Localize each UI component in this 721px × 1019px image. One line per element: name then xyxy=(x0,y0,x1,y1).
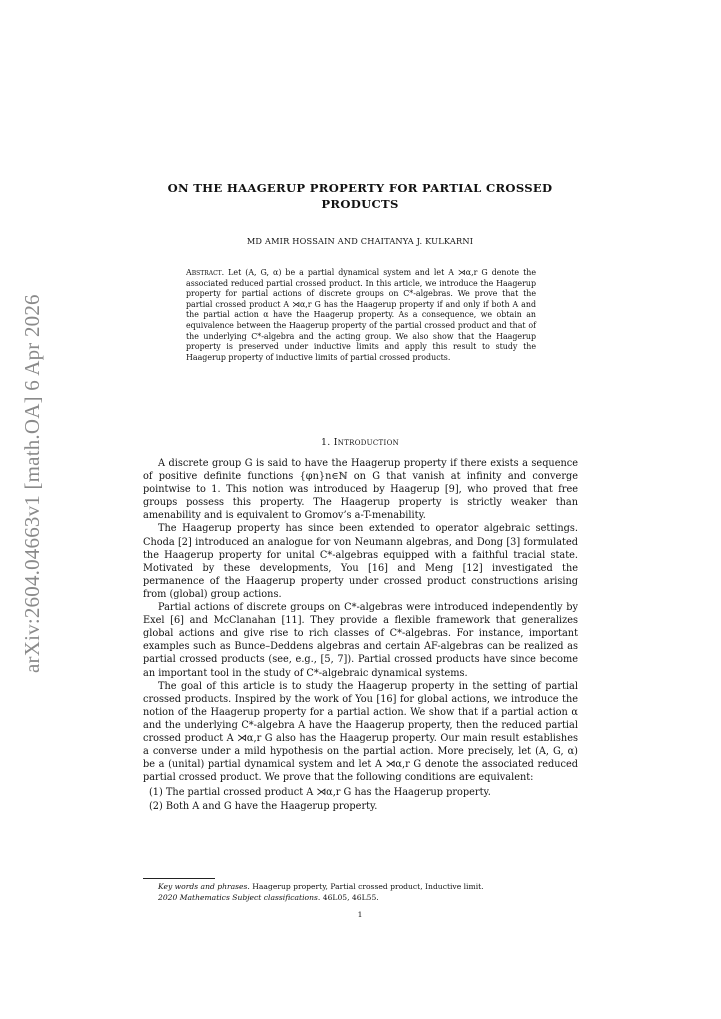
footnote-divider xyxy=(143,878,215,879)
msc-footnote xyxy=(158,893,578,904)
section-heading: 1. Introduction xyxy=(320,437,400,448)
paragraph: A discrete group G is said to have the Haagerup property if there exists a sequence of positive definite functions {φn}n∈ℕ on G that vanish at infinity and converge pointwise to 1. This notion was introduced by Haagerup [9], who proved that free groups possess this property. The Haagerup property is strictly weaker than amenability and is equivalent to Gromov’s a-T-menability. xyxy=(143,458,578,522)
list-item: (1) The partial crossed product A ⋊α,r G has the Haagerup property. xyxy=(149,787,491,799)
paragraph: The goal of this article is to study the Haagerup property in the setting of partial crossed products. Inspired by the work of You [16] for global actions, we introduce the notion of the Haagerup property for a partial action. We show that if a partial action α and the underlying C*-algebra A have the Haagerup property, then the reduced partial crossed product A ⋊α,r G also has the Haagerup property. Our main result establishes a converse under a mild hypothesis on the partial action. More precisely, let (A, G, α) be a (unital) partial dynamical system and let A ⋊α,r G denote the associated reduced partial crossed product. We prove that the following conditions are equivalent: xyxy=(143,680,578,784)
section-body xyxy=(143,457,578,815)
abstract-label: Abstract. xyxy=(186,268,225,277)
list-item: (2) Both A and G have the Haagerup property. xyxy=(149,801,378,813)
keywords-text: Haagerup property, Partial crossed product, Inductive limit. xyxy=(252,882,484,891)
paper-title: ON THE HAAGERUP PROPERTY FOR PARTIAL CROSSED PRODUCTS xyxy=(167,181,553,211)
msc-label: 2020 Mathematics Subject classifications. xyxy=(158,892,321,902)
paper-authors: MD AMIR HOSSAIN AND CHAITANYA J. KULKARNI xyxy=(246,236,474,246)
footnotes xyxy=(158,882,578,903)
abstract xyxy=(186,268,536,363)
conditions-list xyxy=(143,786,578,813)
keywords-label: Key words and phrases. xyxy=(158,882,250,891)
arxiv-identifier: arXiv:2604.04663v1 [math.OA] 6 Apr 2026 xyxy=(20,294,44,673)
keywords-footnote xyxy=(158,882,578,893)
page-number: 1 xyxy=(357,910,363,919)
msc-text: 46L05, 46L55. xyxy=(322,892,379,902)
paragraph: Partial actions of discrete groups on C*-algebras were introduced independently by Exel [6] and McClanahan [11]. They provide a flexible framework that generalizes global actions and give rise to rich classes of C*-algebras. For instance, important examples such as Bunce–Deddens algebras and certain AF-algebras can be realized as partial crossed products (see, e.g., [5, 7]). Partial crossed products have since become an important tool in the study of C*-algebraic dynamical systems. xyxy=(143,602,578,679)
paragraph: The Haagerup property has since been extended to operator algebraic settings. Choda [2] introduced an analogue for von Neumann algebras, and Dong [3] formulated the Haagerup property for unital C*-algebras equipped with a faithful tracial state. Motivated by these developments, You [16] and Meng [12] investigated the permanence of the Haagerup property under crossed product constructions arising from (global) group actions. xyxy=(143,523,578,600)
abstract-text: Let (A, G, α) be a partial dynamical system and let A ⋊α,r G denote the associated reduced partial crossed product. In this article, we introduce the Haagerup property for partial actions of discrete groups on C*-algebras. We prove that the partial crossed product A ⋊α,r G has the Haagerup property if and only if both A and the partial action α have the Haagerup property. As a consequence, we obtain an equivalence between the Haagerup property of the partial crossed product and that of the underlying C*-algebra and the acting group. We also show that the Haagerup property is preserved under inductive limits and apply this result to study the Haagerup property of inductive limits of partial crossed products. xyxy=(186,268,536,362)
